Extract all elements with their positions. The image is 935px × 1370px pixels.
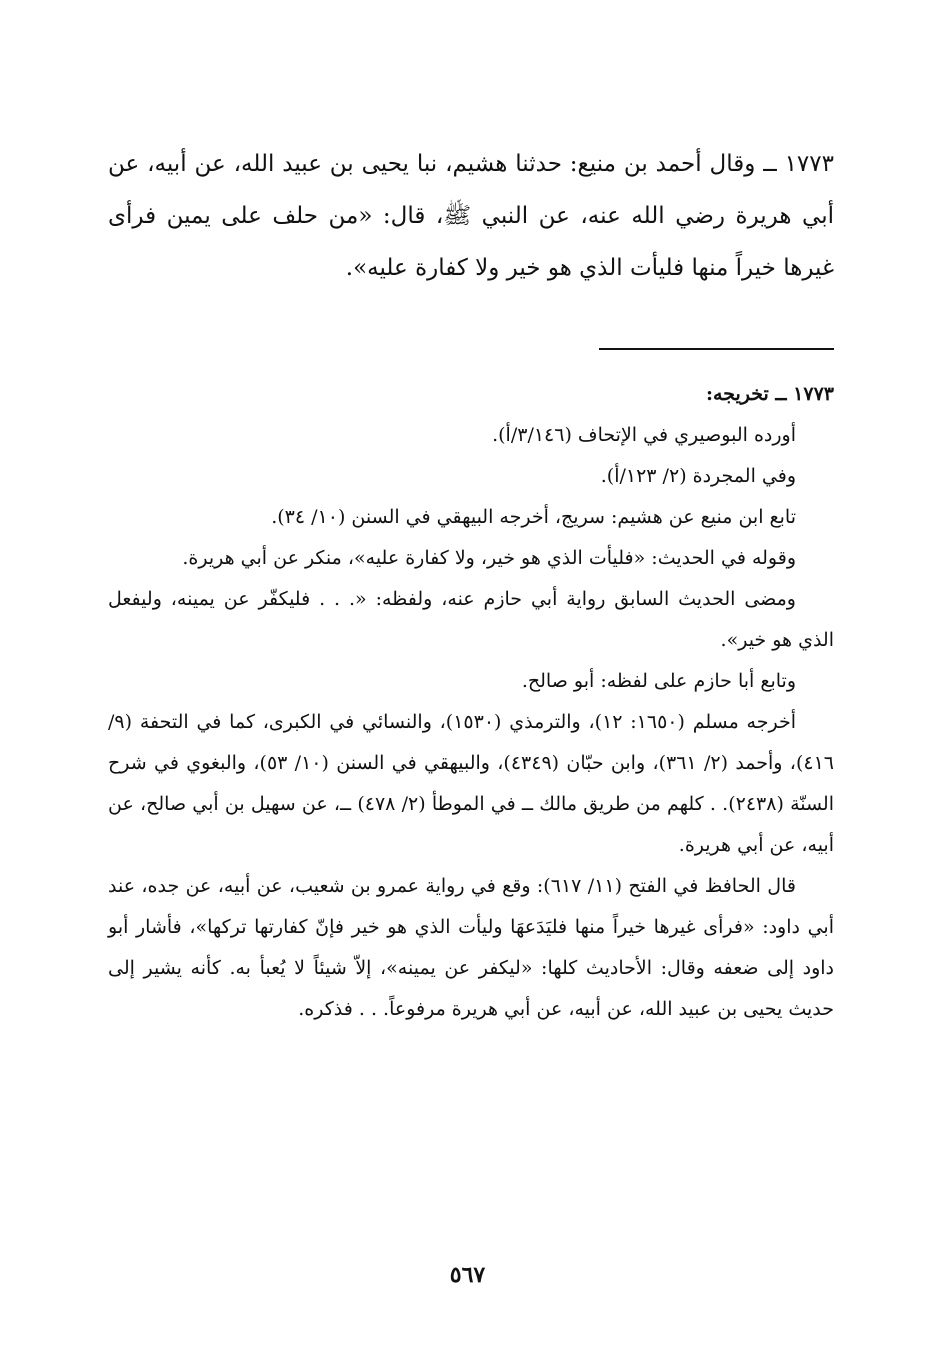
footnotes — [108, 374, 834, 1030]
page-number: ٥٦٧ — [449, 1262, 486, 1288]
footnote-paragraph: وتابع أبا حازم على لفظه: أبو صالح. — [521, 670, 796, 692]
footnote-separator — [599, 348, 834, 350]
footnote-paragraph: ومضى الحديث السابق رواية أبي حازم عنه، ولفظه: «. . . فليكفّر عن يمينه، وليفعل الذي هو خير». — [108, 588, 834, 651]
footnote-separator-wrap — [108, 348, 834, 350]
footnote-paragraph: أورده البوصيري في الإتحاف (٣/١٤٦/أ). — [492, 424, 796, 446]
page-content — [108, 138, 834, 1030]
footnote-paragraph: تابع ابن منيع عن هشيم: سريج، أخرجه البيهقي في السنن (١٠/ ٣٤). — [271, 506, 796, 528]
footnote-paragraph: أخرجه مسلم (١٦٥٠: ١٢)، والترمذي (١٥٣٠)، والنسائي في الكبرى، كما في التحفة (٩/ ٤١٦)، وأحمد (٢/ ٣٦١)، وابن حبّان (٤٣٤٩)، والبيهقي في السنن (١٠/ ٥٣)، والبغوي في شرح السنّة (٢٤٣٨). . كلهم من طريق مالك ــ في الموطأ (٢/ ٤٧٨) ــ، عن سهيل بن أبي صالح، عن أبيه، عن أبي هريرة. — [108, 711, 835, 856]
footnote-paragraph: وفي المجردة (٢/ ١٢٣/أ). — [600, 465, 796, 487]
footnote-paragraph: وقوله في الحديث: «فليأت الذي هو خير، ولا كفارة عليه»، منكر عن أبي هريرة. — [182, 547, 796, 569]
hadith-text: ١٧٧٣ ــ وقال أحمد بن منيع: حدثنا هشيم، نبا يحيى بن عبيد الله، عن أبيه، عن أبي هريرة رضي الله عنه، عن النبي ﷺ، قال: «من حلف على يمين فرأى غيرها خيراً منها فليأت الذي هو خير ولا كفارة عليه». — [108, 151, 834, 281]
footnote-title: ١٧٧٣ ــ تخريجه: — [706, 383, 834, 405]
footnote-paragraph: قال الحافظ في الفتح (١١/ ٦١٧): وقع في رواية عمرو بن شعيب، عن أبيه، عن جده، عند أبي داود: «فرأى غيرها خيراً منها فليَدَعهَا وليأت الذي هو خير فإنّ كفارتها تركها»، فأشار أبو داود إلى ضعفه وقال: الأحاديث كلها: «ليكفر عن يمينه»، إلاّ شيئاً لا يُعبأ به. كأنه يشير إلى حديث يحيى بن عبيد الله، عن أبيه، عن أبي هريرة مرفوعاً. . . فذكره. — [108, 875, 834, 1020]
